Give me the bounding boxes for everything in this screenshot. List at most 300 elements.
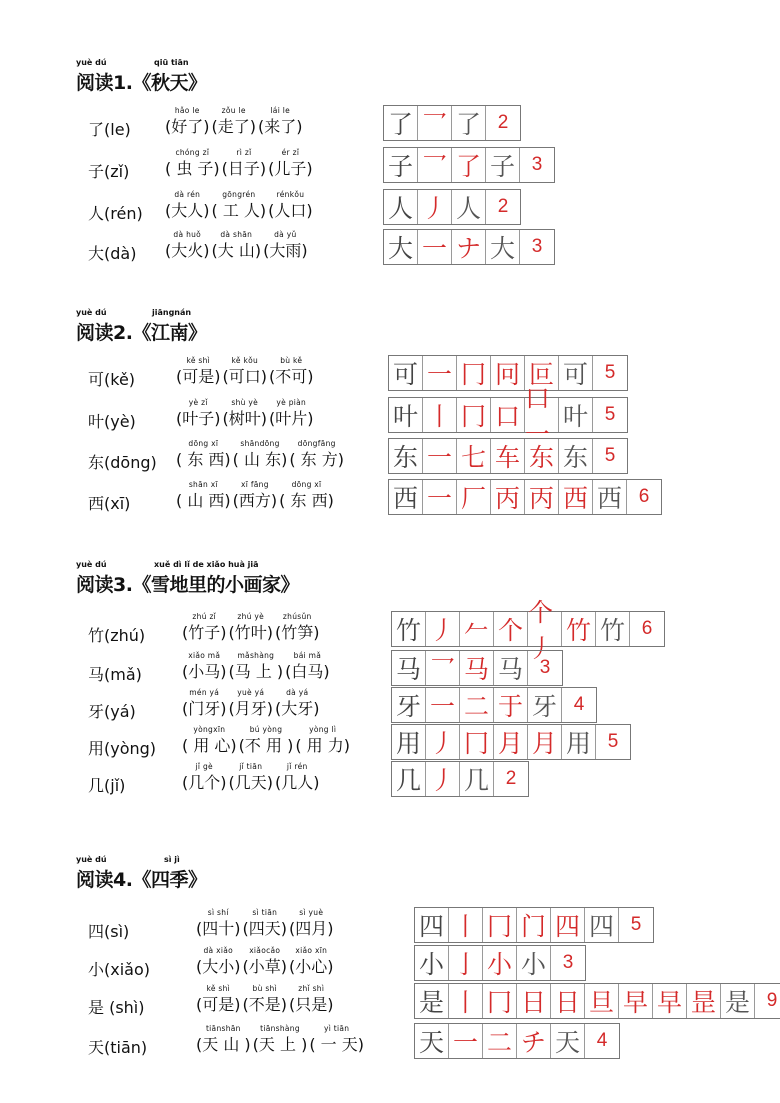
vocab-word <box>295 724 350 756</box>
word-text: (不是) <box>242 995 287 1014</box>
stroke-cell: 叶 <box>389 398 423 432</box>
word-text: (小马) <box>182 662 227 681</box>
vocab-word <box>229 761 274 793</box>
character-row <box>0 761 780 797</box>
word-pinyin: yòng lì <box>309 725 337 734</box>
heading-pinyin-label: yuè dú <box>76 560 107 569</box>
stroke-order-grid <box>414 907 654 943</box>
stroke-cell: 丿 <box>418 190 452 224</box>
stroke-cell: 乛 <box>418 106 452 140</box>
word-text: (四天) <box>242 919 287 938</box>
word-pinyin: zǒu le <box>221 106 246 115</box>
word-text: (小心) <box>289 957 334 976</box>
stroke-count: 4 <box>573 694 585 715</box>
stroke-cell: 子 <box>384 148 418 182</box>
word-pinyin: mǎshàng <box>237 651 275 660</box>
word-pinyin: kě shì <box>206 984 231 993</box>
word-text: ( 一 天) <box>309 1035 365 1054</box>
word-pinyin: kě shì <box>186 356 211 365</box>
stroke-cell: 了 <box>452 148 486 182</box>
character-row <box>0 724 780 760</box>
vocab-word <box>196 945 241 977</box>
stroke-cell: 早 <box>653 984 687 1018</box>
vocabulary-words <box>196 907 336 943</box>
vocabulary-words <box>182 650 332 686</box>
vocab-word <box>258 105 303 137</box>
stroke-order-grid <box>383 147 555 183</box>
vocab-word <box>263 229 308 261</box>
character-label: 是 (shì) <box>88 998 145 1017</box>
stroke-count: 3 <box>531 236 543 257</box>
stroke-cell: 马 <box>494 651 528 685</box>
word-pinyin: xī fāng <box>241 480 269 489</box>
stroke-cell: 小 <box>415 946 449 980</box>
stroke-count: 5 <box>607 731 619 752</box>
vocab-word <box>182 611 227 643</box>
word-text: (大牙) <box>275 699 320 718</box>
word-text: (月牙) <box>228 699 273 718</box>
word-pinyin: yì tiān <box>323 1024 350 1033</box>
word-pinyin: tiānshān <box>205 1024 241 1033</box>
vocab-word <box>229 650 284 682</box>
stroke-count: 6 <box>641 618 653 639</box>
stroke-order-grid <box>388 384 628 449</box>
vocab-word <box>289 945 334 977</box>
word-pinyin: sì yuè <box>299 908 324 917</box>
character-label: 小(xiǎo) <box>88 960 150 979</box>
vocab-word <box>176 397 221 429</box>
word-text: ( 山 东) <box>232 450 288 469</box>
stroke-count: 2 <box>497 196 509 217</box>
vocabulary-words <box>176 355 316 391</box>
word-text: (不 用 ) <box>238 736 294 755</box>
vocab-word <box>233 479 278 511</box>
character-label: 几(jǐ) <box>88 776 126 795</box>
stroke-cell: 人 <box>452 190 486 224</box>
stroke-order-grid <box>391 761 529 797</box>
word-text: ( 用 力) <box>295 736 351 755</box>
character-label: 子(zǐ) <box>88 162 130 181</box>
stroke-cell: 丙 <box>491 480 525 514</box>
stroke-cell: 于 <box>494 688 528 722</box>
stroke-cell: 人 <box>384 190 418 224</box>
word-pinyin: shāndōng <box>240 439 280 448</box>
vocab-word <box>182 761 227 793</box>
stroke-count: 2 <box>505 768 517 789</box>
stroke-cell: チ <box>517 1024 551 1058</box>
stroke-cell: 竹 <box>392 612 426 646</box>
stroke-cell: 小 <box>517 946 551 980</box>
vocab-word <box>176 438 231 470</box>
word-pinyin: sì tiān <box>252 908 278 917</box>
vocabulary-words <box>165 105 305 141</box>
vocab-word <box>289 907 334 939</box>
word-pinyin: shān xī <box>188 480 218 489</box>
stroke-cell: 冂 <box>483 908 517 942</box>
stroke-count: 3 <box>539 657 551 678</box>
stroke-cell: 一 <box>418 230 452 264</box>
stroke-cell: 个丿 <box>528 612 562 646</box>
stroke-cell: 冂 <box>483 984 517 1018</box>
vocab-word <box>176 355 221 387</box>
character-label: 四(sì) <box>88 922 130 941</box>
stroke-cell: 日 <box>551 984 585 1018</box>
vocab-word <box>289 983 334 1015</box>
stroke-cell: 大 <box>486 230 520 264</box>
word-text: (竹子) <box>182 623 227 642</box>
vocab-word <box>165 105 210 137</box>
word-pinyin: yè zǐ <box>188 398 208 407</box>
vocab-word <box>223 355 268 387</box>
word-pinyin: dōng xī <box>188 439 219 448</box>
word-text: (叶子) <box>176 409 221 428</box>
word-text: (几天) <box>228 773 273 792</box>
word-pinyin: sì shí <box>207 908 229 917</box>
stroke-order-grid <box>383 189 521 225</box>
stroke-cell: 一 <box>423 480 457 514</box>
character-label: 东(dōng) <box>88 453 157 472</box>
word-pinyin: chóng zǐ <box>175 148 210 157</box>
vocab-word <box>229 611 274 643</box>
stroke-cell: 早 <box>619 984 653 1018</box>
word-pinyin: yuè yá <box>237 688 265 697</box>
word-pinyin: xiǎocǎo <box>249 946 281 955</box>
stroke-order-grid <box>414 1023 620 1059</box>
word-text: (白马) <box>285 662 330 681</box>
vocab-word <box>165 229 210 261</box>
vocab-word <box>176 479 231 511</box>
vocabulary-words <box>196 983 336 1019</box>
word-text: ( 虫 子) <box>165 159 220 178</box>
heading-pinyin-label: yuè dú <box>76 308 107 317</box>
vocab-word <box>182 650 227 682</box>
vocabulary-words <box>176 479 336 515</box>
word-text: (好了) <box>165 117 210 136</box>
character-row <box>0 945 780 981</box>
stroke-cell: 竹 <box>562 612 596 646</box>
vocab-word <box>196 1023 251 1055</box>
word-text: (可是) <box>176 367 221 386</box>
word-pinyin: bù shì <box>252 984 277 993</box>
vocab-word <box>196 983 241 1015</box>
word-text: (天 山 ) <box>196 1035 251 1054</box>
word-pinyin: dà yǔ <box>274 230 297 239</box>
stroke-cell: 冂 <box>457 398 491 432</box>
word-pinyin: bái mǎ <box>293 651 322 660</box>
stroke-order-grid <box>414 983 780 1019</box>
word-pinyin: kě kǒu <box>231 356 259 365</box>
word-text: (门牙) <box>182 699 227 718</box>
character-label: 牙(yá) <box>88 702 136 721</box>
word-text: (大人) <box>165 201 210 220</box>
vocabulary-words <box>196 1023 366 1059</box>
stroke-cell: 可 <box>559 356 593 390</box>
word-pinyin: dà xiǎo <box>203 946 234 955</box>
heading-title-pinyin: qiū tiān <box>154 58 189 67</box>
stroke-cell: 西 <box>593 480 627 514</box>
word-pinyin: dà rén <box>174 190 201 199</box>
stroke-cell: 东 <box>525 439 559 473</box>
stroke-cell: 冂 <box>457 356 491 390</box>
stroke-cell: 马 <box>392 651 426 685</box>
heading-title-pinyin: sì jì <box>164 855 180 864</box>
character-row <box>0 105 780 141</box>
section-title: 阅读3.《雪地里的小画家》 <box>76 574 299 596</box>
vocab-word <box>229 687 274 719</box>
stroke-cell: 几 <box>392 762 426 796</box>
stroke-cell: 冂 <box>460 725 494 759</box>
word-text: (人口) <box>268 201 313 220</box>
stroke-cell: 一 <box>426 688 460 722</box>
character-label: 西(xī) <box>88 494 131 513</box>
stroke-cell: 大 <box>384 230 418 264</box>
word-text: (小草) <box>242 957 287 976</box>
word-pinyin: bú yòng <box>249 725 283 734</box>
stroke-cell: 四 <box>551 908 585 942</box>
vocab-word <box>165 189 210 221</box>
section-title: 阅读1.《秋天》 <box>76 72 207 94</box>
stroke-order-grid <box>391 650 563 686</box>
vocabulary-words <box>182 761 322 797</box>
stroke-cell: 二 <box>460 688 494 722</box>
stroke-cell: ナ <box>452 230 486 264</box>
character-row <box>0 1023 780 1059</box>
stroke-cell: 叶 <box>559 398 593 432</box>
heading-title-pinyin: xuě dì lǐ de xiǎo huà jiā <box>154 560 259 569</box>
stroke-cell: 子 <box>486 148 520 182</box>
vocab-word <box>285 650 330 682</box>
character-label: 叶(yè) <box>88 412 136 431</box>
stroke-cell: 亅 <box>449 946 483 980</box>
stroke-cell: 车 <box>491 439 525 473</box>
word-text: (叶片) <box>269 409 314 428</box>
stroke-order-grid <box>391 598 665 663</box>
stroke-cell: 是 <box>721 984 755 1018</box>
word-pinyin: zhúsǔn <box>282 612 312 621</box>
vocab-word <box>222 147 267 179</box>
word-text: (不可) <box>269 367 314 386</box>
stroke-cell: 天 <box>551 1024 585 1058</box>
stroke-cell: 七 <box>457 439 491 473</box>
word-text: (可口) <box>222 367 267 386</box>
character-label: 竹(zhú) <box>88 626 146 645</box>
stroke-cell: 乛 <box>418 148 452 182</box>
vocab-word <box>275 761 320 793</box>
word-pinyin: yòngxīn <box>193 725 226 734</box>
vocab-word <box>309 1023 364 1055</box>
stroke-cell: 厂 <box>457 480 491 514</box>
stroke-cell: 牙 <box>528 688 562 722</box>
word-pinyin: yè piàn <box>276 398 307 407</box>
stroke-order-grid <box>383 105 521 141</box>
character-row <box>0 907 780 943</box>
word-text: (大小) <box>196 957 241 976</box>
word-pinyin: rénkǒu <box>276 190 305 199</box>
stroke-cell: 小 <box>483 946 517 980</box>
vocab-word <box>253 1023 308 1055</box>
vocab-word <box>165 147 220 179</box>
character-label: 天(tiān) <box>88 1038 148 1057</box>
stroke-cell: 牙 <box>392 688 426 722</box>
vocab-word <box>182 687 227 719</box>
word-text: ( 山 西) <box>176 491 231 510</box>
heading-pinyin-label: yuè dú <box>76 855 107 864</box>
stroke-cell: 西 <box>389 480 423 514</box>
stroke-order-grid <box>391 724 631 760</box>
word-text: (大火) <box>165 241 210 260</box>
character-row <box>0 650 780 686</box>
stroke-cell: 用 <box>392 725 426 759</box>
stroke-order-grid <box>388 438 628 474</box>
word-text: (大 山) <box>211 241 262 260</box>
word-text: (四十) <box>196 919 241 938</box>
stroke-count: 5 <box>604 445 616 466</box>
word-text: ( 用 心) <box>182 736 237 755</box>
stroke-cell: 四 <box>585 908 619 942</box>
word-text: (几个) <box>182 773 227 792</box>
character-label: 可(kě) <box>88 370 136 389</box>
word-pinyin: gōngrén <box>222 190 256 199</box>
vocab-word <box>275 687 320 719</box>
stroke-cell: 二 <box>483 1024 517 1058</box>
character-row <box>0 189 780 225</box>
vocab-word <box>269 355 314 387</box>
word-pinyin: mén yá <box>189 688 220 697</box>
word-pinyin: tiānshàng <box>260 1024 300 1033</box>
word-text: (可是) <box>196 995 241 1014</box>
heading-pinyin-label: yuè dú <box>76 58 107 67</box>
word-text: (只是) <box>289 995 334 1014</box>
vocab-word <box>275 611 320 643</box>
stroke-cell: 了 <box>384 106 418 140</box>
stroke-cell: 东 <box>559 439 593 473</box>
word-pinyin: zhú yè <box>237 612 265 621</box>
stroke-cell: 月 <box>528 725 562 759</box>
stroke-order-grid <box>383 229 555 265</box>
word-pinyin: xiǎo xīn <box>295 946 328 955</box>
word-pinyin: dà yá <box>286 688 309 697</box>
vocab-word <box>212 189 267 221</box>
word-pinyin: dà huǒ <box>173 230 202 239</box>
word-pinyin: dà shān <box>220 230 253 239</box>
section-title: 阅读4.《四季》 <box>76 869 207 891</box>
vocab-word <box>233 438 288 470</box>
stroke-order-grid <box>388 355 628 391</box>
vocabulary-words <box>182 687 322 723</box>
vocabulary-words <box>165 189 315 225</box>
heading-title-pinyin: jiāngnán <box>152 308 192 317</box>
stroke-count: 5 <box>630 914 642 935</box>
character-label: 了(le) <box>88 120 131 139</box>
character-row <box>0 147 780 183</box>
stroke-order-grid <box>414 945 586 981</box>
word-text: (竹笋) <box>275 623 320 642</box>
stroke-cell: 丿 <box>426 612 460 646</box>
stroke-cell: 东 <box>389 439 423 473</box>
stroke-cell: 是 <box>415 984 449 1018</box>
stroke-cell: 天 <box>415 1024 449 1058</box>
word-text: ( 工 人) <box>211 201 267 220</box>
word-text: (几人) <box>275 773 320 792</box>
character-label: 大(dà) <box>88 244 137 263</box>
character-row <box>0 229 780 265</box>
stroke-count: 3 <box>531 154 543 175</box>
stroke-cell: 门 <box>517 908 551 942</box>
character-label: 用(yòng) <box>88 739 157 758</box>
stroke-cell: 竹 <box>596 612 630 646</box>
stroke-cell: 一 <box>449 1024 483 1058</box>
word-pinyin: ér zǐ <box>281 148 300 157</box>
word-pinyin: shù yè <box>231 398 259 407</box>
stroke-order-grid <box>391 687 597 723</box>
stroke-count: 3 <box>562 952 574 973</box>
vocabulary-words <box>165 229 310 265</box>
vocab-word <box>289 438 344 470</box>
stroke-cell: 日 <box>517 984 551 1018</box>
stroke-cell: 昰 <box>687 984 721 1018</box>
stroke-cell: 月 <box>494 725 528 759</box>
vocabulary-words <box>196 945 336 981</box>
stroke-cell: 几 <box>460 762 494 796</box>
word-pinyin: jǐ rén <box>286 762 308 771</box>
section-title: 阅读2.《江南》 <box>76 322 207 344</box>
stroke-count: 5 <box>604 362 616 383</box>
word-pinyin: xiǎo mǎ <box>188 651 221 660</box>
stroke-cell: 丨 <box>449 908 483 942</box>
character-row <box>0 479 780 515</box>
stroke-cell: 叵 <box>525 356 559 390</box>
vocabulary-words <box>182 611 322 647</box>
character-row <box>0 687 780 723</box>
stroke-cell: 冋 <box>491 356 525 390</box>
word-pinyin: zhǐ shì <box>298 984 325 993</box>
word-text: (马 上 ) <box>228 662 284 681</box>
vocab-word <box>268 147 313 179</box>
word-pinyin: bù kě <box>280 356 303 365</box>
word-text: (天 上 ) <box>252 1035 308 1054</box>
character-label: 马(mǎ) <box>88 665 142 684</box>
word-text: (走了) <box>211 117 256 136</box>
stroke-cell: 一 <box>423 356 457 390</box>
vocab-word <box>268 189 313 221</box>
stroke-count: 2 <box>497 112 509 133</box>
word-text: (日子) <box>221 159 267 178</box>
word-pinyin: hǎo le <box>174 106 200 115</box>
stroke-cell: 个 <box>494 612 528 646</box>
vocabulary-words <box>165 147 315 183</box>
word-text: (来了) <box>258 117 303 136</box>
stroke-cell: 用 <box>562 725 596 759</box>
word-pinyin: rì zǐ <box>236 148 252 157</box>
stroke-cell: 口一 <box>525 398 559 432</box>
stroke-cell: 西 <box>559 480 593 514</box>
character-row <box>0 438 780 474</box>
word-text: (大雨) <box>263 241 308 260</box>
vocab-word <box>223 397 268 429</box>
character-row <box>0 983 780 1019</box>
word-text: (竹叶) <box>228 623 273 642</box>
word-text: ( 东 西) <box>279 491 334 510</box>
stroke-cell: 一 <box>423 439 457 473</box>
vocab-word <box>212 105 257 137</box>
vocabulary-words <box>176 438 346 474</box>
stroke-cell: 丿 <box>426 725 460 759</box>
stroke-cell: 了 <box>452 106 486 140</box>
vocab-word <box>212 229 262 261</box>
word-pinyin: dōng xī <box>291 480 322 489</box>
word-text: (树叶) <box>222 409 267 428</box>
stroke-cell: 丨 <box>423 398 457 432</box>
